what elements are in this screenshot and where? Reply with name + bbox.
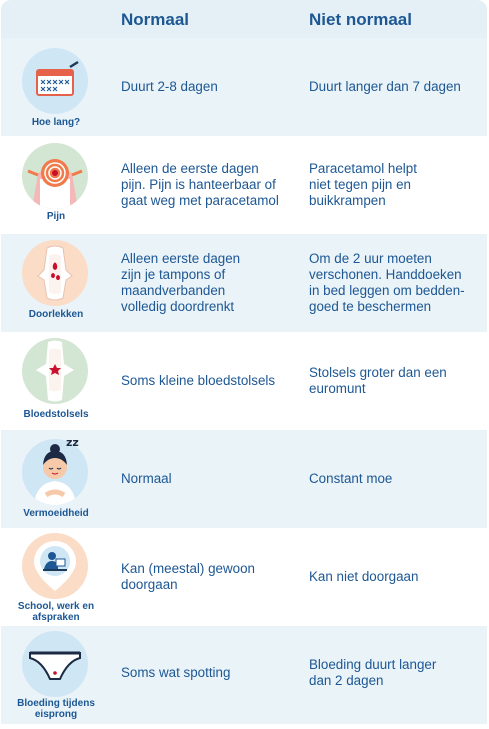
row-label: School, werk en afspraken — [17, 601, 95, 623]
cell-abnormal: Om de 2 uur moeten verschonen. Handdoeken in bed leggen om bedden- goed te beschermen — [309, 251, 465, 314]
row-label: Vermoeidheid — [23, 508, 89, 519]
table-row — [1, 430, 487, 528]
table-row — [1, 528, 487, 626]
sanitary-pad-icon — [22, 240, 88, 306]
row-label: Bloeding tijdens eisprong — [17, 698, 95, 720]
zzz-icon: zz — [66, 436, 79, 449]
cell-normal: Soms kleine bloedstolsels — [121, 373, 276, 388]
cell-normal: Alleen de eerste dagen pijn. Pijn is hanteerbaar of gaat weg met paracetamol — [121, 161, 279, 208]
row-label: Hoe lang? — [31, 117, 81, 128]
person-at-desk-icon — [22, 533, 88, 599]
table-row — [1, 626, 487, 724]
table-row — [1, 234, 487, 332]
cell-abnormal: Constant moe — [309, 471, 393, 486]
table-row — [1, 136, 487, 234]
cell-abnormal: Paracetamol helpt niet tegen pijn en buikkrampen — [309, 161, 417, 208]
row-label: Doorlekken — [28, 309, 84, 320]
cell-abnormal: Stolsels groter dan een euromunt — [309, 365, 447, 396]
menstruation-comparison-table — [1, 0, 487, 724]
cell-abnormal: Kan niet doorgaan — [309, 569, 419, 584]
table-header — [1, 0, 487, 38]
cell-normal: Soms wat spotting — [121, 665, 231, 680]
cell-abnormal: Bloeding duurt langer dan 2 dagen — [309, 657, 437, 688]
cell-abnormal: Duurt langer dan 7 dagen — [309, 79, 461, 94]
header-normal: Normaal — [121, 10, 190, 29]
calendar-icon — [22, 48, 88, 114]
header-abnormal: Niet normaal — [309, 10, 412, 29]
abdominal-pain-icon — [22, 143, 88, 209]
cell-normal: Alleen eerste dagen zijn je tampons of maandverbanden volledig doordrenkt — [121, 251, 241, 314]
row-label: Bloedstolsels — [23, 409, 89, 420]
cell-normal: Kan (meestal) gewoon doorgaan — [121, 561, 255, 592]
underwear-icon — [22, 631, 88, 697]
cell-normal: Duurt 2-8 dagen — [121, 79, 218, 94]
pad-clot-icon — [22, 338, 88, 404]
table-row — [1, 332, 487, 430]
table-row — [1, 38, 487, 136]
cell-normal: Normaal — [121, 471, 172, 486]
row-label: Pijn — [46, 211, 66, 222]
